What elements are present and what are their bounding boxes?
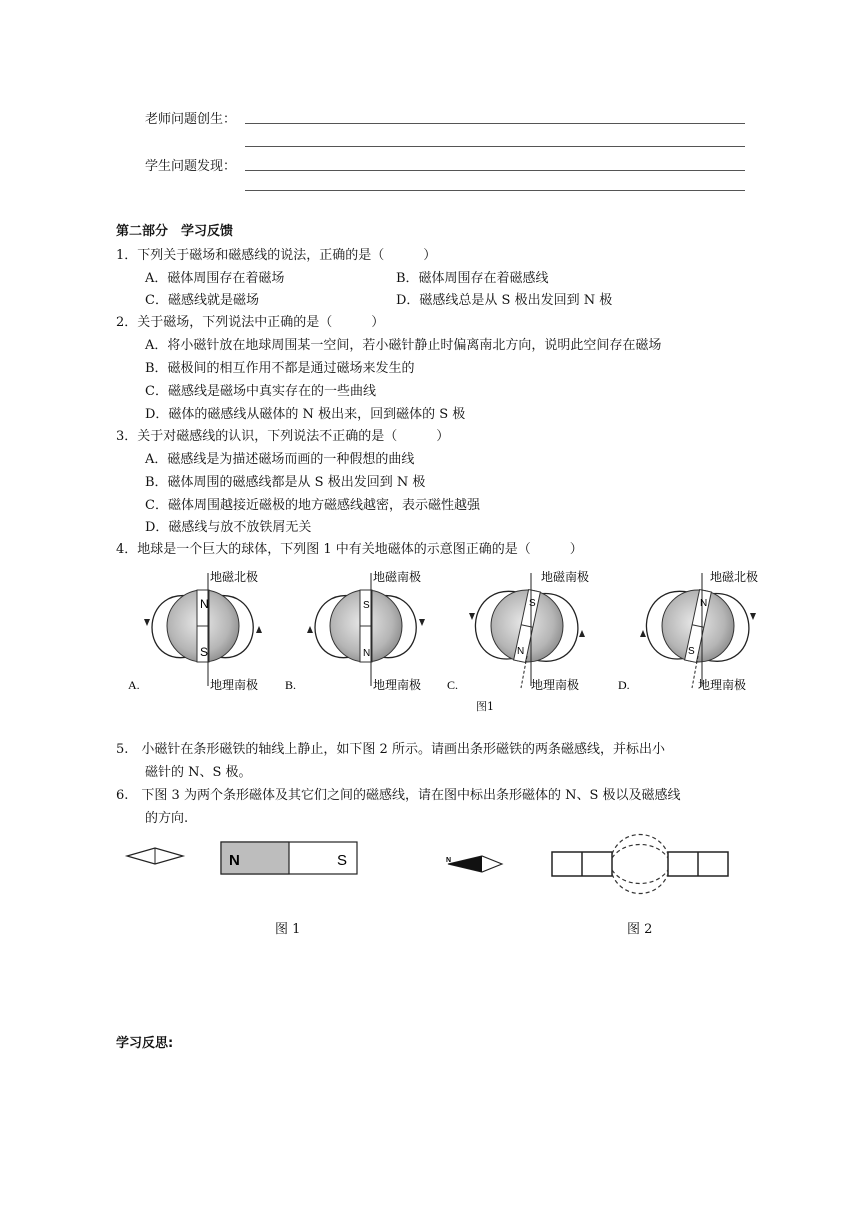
figure-a-bottom-label: 地理南极 (210, 678, 259, 692)
student-answer-line-1[interactable] (245, 170, 745, 171)
figure-b-top-label: 地磁南极 (373, 570, 422, 584)
figure-a-top-label: 地磁北极 (210, 570, 259, 584)
figure-d-option: D. (618, 678, 630, 692)
q6-line-1: 6. 下图 3 为两个条形磁体及其它们之间的磁感线，请在图中标出条形磁体的 N、S 极以及磁感线 (116, 788, 681, 803)
student-answer-line-2[interactable] (245, 190, 745, 191)
figure-d-pole-bottom: S (688, 646, 695, 657)
figure-a-option: A. (128, 678, 140, 692)
teacher-answer-line-1[interactable] (245, 123, 745, 124)
figure-b-pole-bottom: N (363, 648, 371, 659)
earth-figure-b (283, 568, 443, 696)
q2-option-b: B．磁极间的相互作用不都是通过磁场来发生的 (145, 361, 415, 376)
bar-n-label: N (229, 852, 240, 869)
figure-d-bottom-label: 地理南极 (698, 678, 747, 692)
figure-c-option: C. (447, 678, 459, 692)
figure-b-option: B. (285, 678, 297, 692)
reflection-title: 学习反思: (116, 1036, 174, 1051)
figure-b-bottom-label: 地理南极 (373, 678, 422, 692)
q3-option-a: A．磁感线是为描述磁场而画的一种假想的曲线 (145, 452, 415, 467)
q5-line-1: 5. 小磁针在条形磁铁的轴线上静止，如下图 2 所示。请画出条形磁铁的两条磁感线，并标出小 (116, 742, 665, 757)
figure-c-bottom-label: 地理南极 (531, 678, 580, 692)
figure-c-top-label: 地磁南极 (541, 570, 590, 584)
q3-option-c: C．磁体周围越接近磁极的地方磁感线越密，表示磁性越强 (145, 498, 480, 513)
needle-n-label: N (446, 857, 452, 864)
q4-figure-caption: 图1 (476, 700, 494, 713)
figure-a-pole-bottom: S (200, 645, 209, 659)
bar-s-label: S (337, 852, 348, 869)
q2-option-c: C．磁感线是磁场中真实存在的一些曲线 (145, 384, 376, 399)
figure-a-pole-top: N (200, 597, 209, 611)
fig-right-caption: 图 2 (627, 922, 653, 937)
figure-c-pole-top: S (529, 598, 536, 609)
earth-figure-a (120, 568, 280, 696)
q3-stem: 3．关于对磁感线的认识，下列说法不正确的是（ ） (116, 429, 450, 444)
teacher-question-label: 老师问题创生： (145, 112, 237, 127)
q2-option-a: A．将小磁针放在地球周围某一空间，若小磁针静止时偏离南北方向，说明此空间存在磁场 (145, 338, 662, 353)
q2-option-d: D．磁体的磁感线从磁体的 N 极出来，回到磁体的 S 极 (145, 407, 466, 422)
q3-option-d: D．磁感线与放不放铁屑无关 (145, 520, 312, 535)
q2-stem: 2．关于磁场，下列说法中正确的是（ ） (116, 315, 385, 330)
q1-stem: 1．下列关于磁场和磁感线的说法，正确的是（ ） (116, 248, 437, 263)
q1-option-c: C．磁感线就是磁场 (145, 293, 259, 308)
section-title: 第二部分 学习反馈 (116, 224, 234, 239)
fig-left-caption: 图 1 (275, 922, 301, 937)
figure-d-top-label: 地磁北极 (710, 570, 759, 584)
student-question-label: 学生问题发现： (145, 159, 237, 174)
figure-d-pole-top: N (700, 598, 708, 609)
bar-magnet-figure (125, 840, 365, 880)
q4-stem: 4．地球是一个巨大的球体，下列图 1 中有关地磁体的示意图正确的是（ ） (116, 542, 583, 557)
figure-b-pole-top: S (363, 600, 370, 611)
q6-line-2: 的方向. (145, 811, 189, 826)
figure-c-pole-bottom: N (517, 646, 525, 657)
earth-figure-c (445, 568, 605, 696)
q1-option-a: A．磁体周围存在着磁场 (145, 271, 285, 286)
q5-line-2: 磁针的 N、S 极。 (145, 765, 252, 780)
earth-figure-d (616, 568, 776, 696)
q1-option-d: D．磁感线总是从 S 极出发回到 N 极 (396, 293, 613, 308)
q1-option-b: B．磁体周围存在着磁感线 (396, 271, 549, 286)
two-magnets-figure (442, 828, 742, 900)
teacher-answer-line-2[interactable] (245, 146, 745, 147)
q3-option-b: B．磁体周围的磁感线都是从 S 极出发回到 N 极 (145, 475, 426, 490)
